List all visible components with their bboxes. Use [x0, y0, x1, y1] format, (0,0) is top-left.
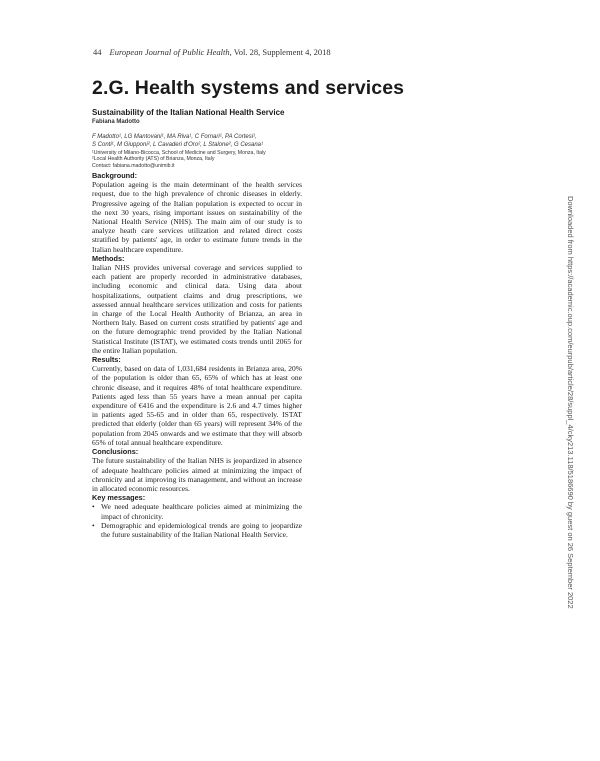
key-message-text: Demographic and epidemiological trends are going to jeopardize the future sustainability of the Italian National Health Service. [101, 520, 302, 539]
abstract-title: Sustainability of the Italian National Health Service [92, 108, 285, 117]
section-title: 2.G. Health systems and services [92, 77, 405, 99]
conclusions-text: The future sustainability of the Italian NHS is jeopardized in absence of adequate healthcare policies aimed at minimizing the impact of chronicity and at improving its management, and without an increase in allocated economic resources. [92, 456, 302, 493]
running-header [93, 47, 331, 57]
journal-name: European Journal of Public Health [109, 47, 230, 57]
results-text: Currently, based on data of 1,031,684 residents in Brianza area, 20% of the population is older than 65, 65% of which has at least one chronic disease, and it requires 48% of total healthcare expenditure. Patients aged less than 55 years have a mean annual per capita expenditure of €416 and the expenditure is 2.6 and 4.7 times higher in patients aged 55-65 and in older than 65, respectively. ISTAT predicted that elderly (older than 65 years) will represent 34% of the population from 2045 onwards and we estimate that they will absorb 65% of total annual healthcare expenditure. [92, 364, 302, 447]
background-text: Population ageing is the main determinant of the health services request, due to the high prevalence of chronic diseases in elderly. Progressive ageing of the Italian population is expected to occur in the next 30 years, rising important issues on sustainability of the National Health Service (NHS). The main aim of our study is to analyze heath care services utilization and related direct costs stratified by patients' age, in order to estimate future trends in the Italian healthcare expenditure. [92, 180, 302, 254]
key-message-text: We need adequate healthcare policies aimed at minimizing the impact of chronicity. [101, 502, 302, 521]
key-message [92, 502, 302, 520]
key-message [92, 521, 302, 539]
contact-email: Contact: fabiana.madotto@unimib.it [92, 163, 175, 169]
key-messages-heading: Key messages: [92, 493, 146, 503]
background-heading: Background: [92, 171, 137, 180]
journal-volume: , Vol. 28, Supplement 4, 2018 [229, 47, 331, 57]
presenting-author: Fabiana Madotto [92, 119, 140, 125]
author-list [92, 133, 302, 150]
download-watermark: Downloaded from https://academic.oup.com/eurpub/article/28/suppl_4/cky213.118/5186690 by guest on 26 September 2022 [566, 196, 575, 609]
methods-heading: Methods: [92, 253, 125, 263]
bullet-icon: • [92, 520, 95, 530]
abstract [92, 108, 302, 539]
conclusions-heading: Conclusions: [92, 447, 139, 457]
results-heading: Results: [92, 355, 121, 365]
affiliation: ¹University of Milano-Bicocca, School of Medicine and Surgery, Monza, Italy [92, 149, 266, 156]
affiliation: ²Local Health Authority (ATS) of Brianza, Monza, Italy [92, 156, 215, 163]
key-messages-list [92, 502, 302, 539]
page-number: 44 [93, 47, 102, 57]
methods-text: Italian NHS provides universal coverage and services supplied to each patient are properly recorded in administrative databases, including economic and clinical data. Using data about hospitalizations, outpatient claims and drug prescriptions, we assessed annual healthcare services utilization and costs for patients in charge of the Local Health Authority of Brianza, an area in Northern Italy. Based on current costs stratified by patients' age and on the future demographic trend provided by the Italian National Statistical Institute (ISTAT), we estimated costs trends until 2065 for the entire Italian population. [92, 263, 302, 355]
bullet-icon: • [92, 502, 95, 512]
author-line: F Madotto¹, LG Mantovani¹, MA Riva¹, C Fornari¹, PA Cortesi¹, [92, 134, 257, 140]
author-line: S Conti¹, M Giupponi², L Cavaderi d'Oro², L Stalone², G Cesana¹ [92, 142, 264, 149]
